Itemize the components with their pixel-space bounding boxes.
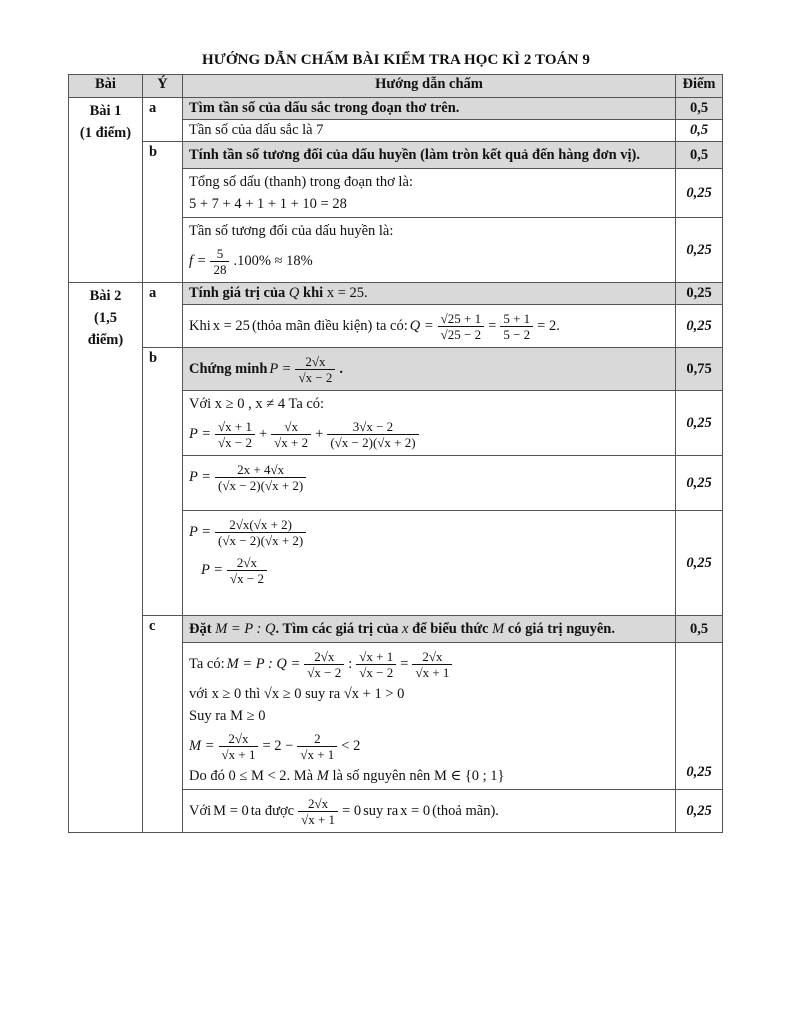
num: √x [271,419,311,435]
num: 2√x [412,649,452,665]
bai1-b-step1-math: 5 + 7 + 4 + 1 + 1 + 10 = 28 [189,196,347,212]
num: √x + 1 [356,649,396,665]
l1-m: M = P : Q = [226,655,301,672]
bai1-b-step2-points: 0,25 [676,218,723,283]
fraction [297,731,337,762]
num: √x + 1 [215,419,255,435]
bai2-a-answer-math [189,307,669,345]
bai2-b-step3-points: 0,25 [676,511,723,616]
header-diem: Điểm [676,75,723,98]
bai2-label-2: (1,5 [94,310,117,326]
fraction [219,731,259,762]
c-line-5 [189,765,669,787]
l6-post: (thoả mãn). [432,802,499,819]
fraction [215,419,255,450]
q-mid: . Tìm các giá trị của [275,621,399,637]
p-var: P = [189,468,212,485]
den: √25 − 2 [440,326,482,342]
table-row [69,283,723,305]
q-p: P = [269,360,292,377]
bai2-y-c: c [143,616,183,833]
f-var: f = [189,252,207,269]
header-bai: Bài [69,75,143,98]
den: √x + 1 [415,664,450,680]
q-pre: Tính giá trị của [189,285,286,301]
num: 5 [210,246,229,262]
bai2-a-answer-points: 0,25 [676,305,723,348]
l3-c: M ≥ 0 [230,708,266,724]
ans-pre: Khi [189,317,211,334]
l3-pre: Suy ra [189,708,227,724]
fraction [295,354,335,385]
num: √25 + 1 [438,311,484,327]
fraction [327,419,418,450]
bai2-b-step3-math2 [189,551,669,589]
eq: = [488,317,497,334]
den: √x − 2 [359,664,394,680]
fraction [215,462,306,493]
bai2-a-question [183,283,676,305]
header-huong-dan: Hướng dẫn chấm [183,75,676,98]
bai1-a-question: Tìm tần số của dấu sắc trong đoạn thơ trên. [183,98,676,120]
cond-pre: Với [189,396,212,412]
den: √x + 1 [301,811,336,827]
q-dot: . [339,360,344,377]
bai2-b-step3 [183,511,676,616]
q-mid2: để biểu thức [412,621,489,637]
bai2-a-answer [183,305,676,348]
ans-q: Q = [409,317,434,334]
den: √x − 2 [298,369,333,385]
p-var: P = [189,425,212,442]
bai1-label-2: (1 điểm) [79,125,132,141]
bai1-b-step2-text: Tần số tương đối của dấu huyền là: [189,223,394,239]
bai2-c-step1-points: 0,25 [676,643,723,790]
bai2-c-step2 [183,790,676,833]
bai1-b-question: Tính tần số tương đối của dấu huyền (làm tròn kết quả đến hàng đơn vị). [183,142,676,169]
bai2-b-step2-math [189,458,669,496]
bai1-y-a: a [143,98,183,142]
q-def: M = P : Q [215,621,276,637]
l6-res: x = 0 [400,802,431,819]
l2-c2: √x ≥ 0 [263,686,302,702]
num: 2√x [295,354,335,370]
q-var: Q [288,285,300,301]
num: 2x + 4√x [215,462,306,478]
table-row [69,348,723,391]
l4-m: M = [189,737,215,754]
den: (√x − 2)(√x + 2) [218,532,304,548]
ans-mid: (thỏa mãn điều kiện) ta có: [251,317,408,334]
bai1-a-question-points: 0,5 [676,98,723,120]
l4-mid: = 2 − [262,737,294,754]
bai1-label [69,98,143,283]
bai2-y-a: a [143,283,183,348]
ans-res: = 2. [537,317,560,334]
c-line-4 [189,727,669,765]
plus: + [315,425,324,442]
num: 2√x [227,555,267,571]
l5-mid2: là số nguyên nên [332,768,431,784]
fraction [215,517,306,548]
div: : [348,655,353,672]
l6-mid: ta được [250,802,295,819]
l4-end: < 2 [341,737,361,754]
bai2-b-step1-cond [189,393,669,415]
table-header [69,75,723,98]
l5-pre: Do đó [189,768,225,784]
fraction [356,649,396,680]
fraction [227,555,267,586]
fraction [412,649,452,680]
l6-mid2: suy ra [363,802,399,819]
l5-m: M [316,768,329,784]
bai2-b-step3-math1 [189,513,669,551]
l2-mid2: suy ra [305,686,341,702]
bai2-b-step2-points: 0,25 [676,456,723,511]
bai1-b-step2 [183,218,676,283]
bai1-b-step2-math [189,242,669,280]
bai2-b-step2 [183,456,676,511]
bai2-b-question [183,348,676,391]
l5-mid: . Mà [286,768,314,784]
l2-pre: với [189,686,208,702]
bai2-b-step1-points: 0,25 [676,391,723,456]
bai2-label [69,283,143,833]
bai1-b-step1-points: 0,25 [676,169,723,218]
den: 28 [213,261,227,277]
den: √x − 2 [218,434,252,450]
table-row [69,98,723,120]
c-line-6 [189,792,669,830]
p-var: P = [201,561,224,578]
c-line-2 [189,683,669,705]
num: 2√x(√x + 2) [215,517,306,533]
percent-tail: .100% ≈ 18% [233,252,313,269]
den: √x − 2 [230,570,264,586]
den: (√x − 2)(√x + 2) [218,477,304,493]
l5-c1: 0 ≤ M < 2 [228,768,287,784]
bai1-b-step1-text: Tổng số dấu (thanh) trong đoạn thơ là: [189,174,413,190]
l5-set: M ∈ {0 ; 1} [433,768,505,784]
bai1-a-answer-points: 0,5 [676,120,723,142]
q-x: x [402,621,409,637]
eq: = [400,655,409,672]
num: 2√x [219,731,259,747]
c-line-3 [189,705,669,727]
l1-pre: Ta có: [189,655,225,672]
table-row [69,142,723,169]
q-post: có giá trị nguyên. [507,621,615,637]
bai2-a-question-points: 0,25 [676,283,723,305]
q-pre: Chứng minh [189,360,268,377]
num: 3√x − 2 [327,419,418,435]
cond-post: Ta có: [288,396,325,412]
bai2-b-step1 [183,391,676,456]
num: 2 [297,731,337,747]
p-var: P = [189,523,212,540]
bai2-label-3: điểm) [87,332,124,348]
q-m: M [492,621,505,637]
l2-c3: √x + 1 > 0 [343,686,405,702]
fraction [304,649,344,680]
bai1-label-1: Bài 1 [89,103,122,119]
bai2-y-b: b [143,348,183,616]
den: (√x − 2)(√x + 2) [330,434,416,450]
q-mid: khi [303,285,324,301]
ans-cond: x = 25 [212,317,250,334]
l6-c: M = 0 [213,802,249,819]
l2-c1: x ≥ 0 [211,686,242,702]
l6-pre: Với [189,802,212,819]
q-pre: Đặt [189,621,212,637]
fraction [271,419,311,450]
den: √x + 1 [300,746,335,762]
bai2-b-question-points: 0,75 [676,348,723,391]
plus: + [258,425,268,442]
bai2-c-step1 [183,643,676,790]
fraction [438,311,484,342]
l2-mid: thì [244,686,261,702]
fraction [298,796,338,827]
bai1-y-b: b [143,142,183,283]
bai2-label-1: Bài 2 [89,288,122,304]
bai2-c-question [183,616,676,643]
q-cond: x = 25. [326,285,368,301]
bai2-b-question-math [189,350,669,388]
bai1-a-answer: Tần số của dấu sắc là 7 [183,120,676,142]
fraction [500,311,533,342]
l6-eq: = 0 [342,802,362,819]
num: 2√x [298,796,338,812]
bai1-b-step1 [183,169,676,218]
cond: x ≥ 0 , x ≠ 4 [214,396,286,412]
den: 5 − 2 [503,326,531,342]
bai2-b-step1-math [189,415,669,453]
page-title: HƯỚNG DẪN CHẤM BÀI KIỂM TRA HỌC KÌ 2 TOÁN 9 [202,52,590,68]
den: √x + 2 [274,434,309,450]
den: √x + 1 [221,746,256,762]
bai1-b-question-points: 0,5 [676,142,723,169]
grading-table [68,74,723,833]
header-y: Ý [143,75,183,98]
den: √x − 2 [307,664,342,680]
c-line-1 [189,645,669,683]
num: 2√x [304,649,344,665]
fraction [210,246,229,277]
num: 5 + 1 [500,311,533,327]
bai2-c-step2-points: 0,25 [676,790,723,833]
bai2-c-question-points: 0,5 [676,616,723,643]
table-row [69,616,723,643]
